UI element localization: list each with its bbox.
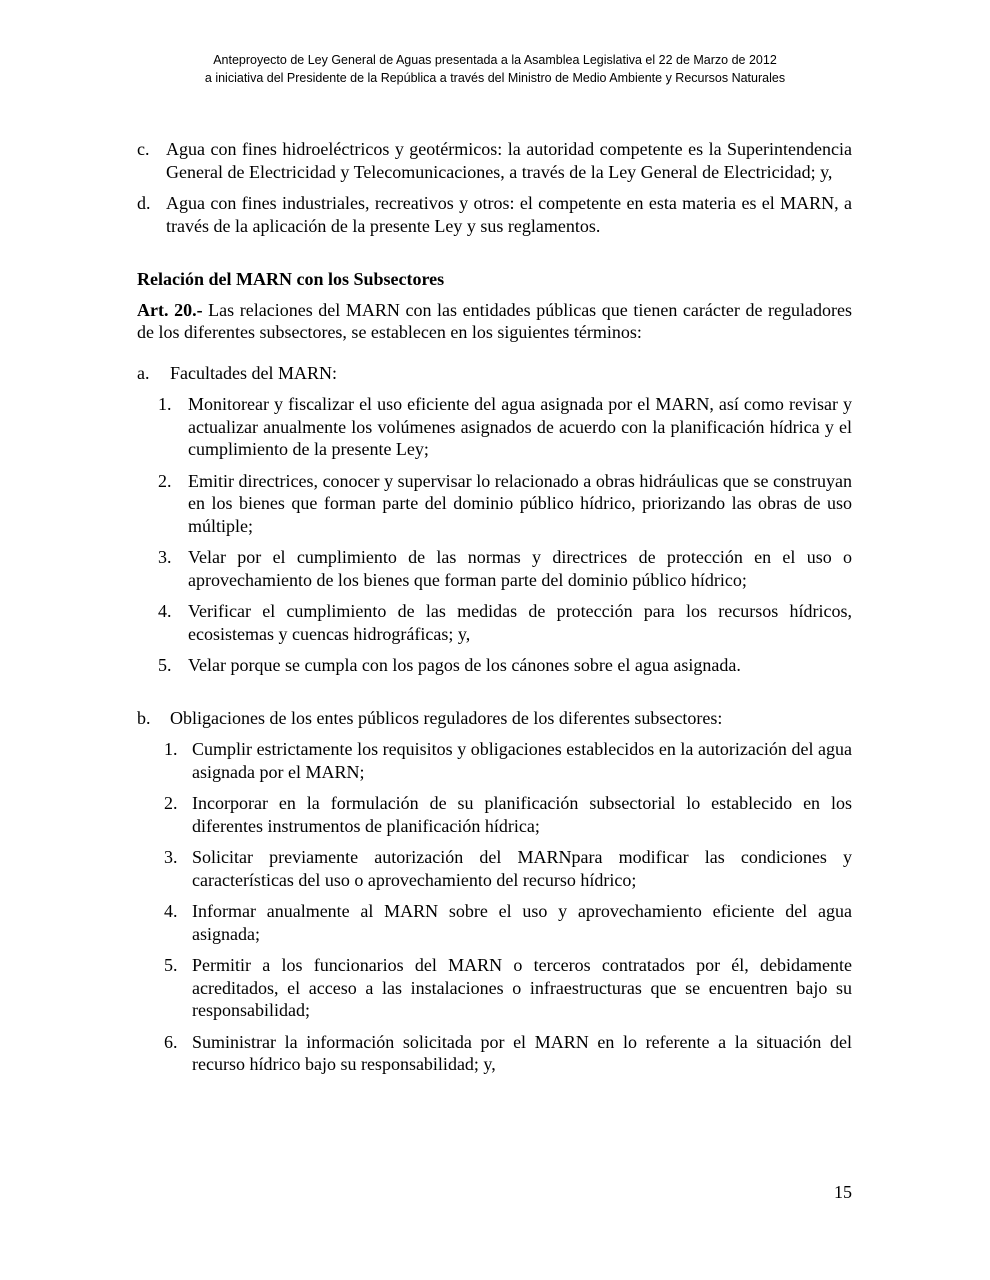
section-heading: Relación del MARN con los Subsectores	[137, 269, 445, 289]
list-number: 1.	[164, 739, 178, 759]
subsection-marker: b.	[137, 707, 151, 728]
list-number: 3.	[158, 547, 172, 567]
list-item-text: Suministrar la información solicitada por el MARN en lo referente a la situación del recurso hídrico bajo su responsabilidad; y,	[192, 1031, 852, 1074]
list-number: 4.	[158, 601, 172, 621]
list-item-text: Velar porque se cumpla con los pagos de los cánones sobre el agua asignada.	[188, 655, 741, 675]
list-item-text: Agua con fines hidroeléctricos y geotérmicos: la autoridad competente es la Superintendencia General de Electricidad y Telecomunicaciones, a través de la Ley General de Electricidad; y,	[166, 139, 852, 182]
list-marker: c.	[137, 139, 150, 159]
article-text: Las relaciones del MARN con las entidades públicas que tienen carácter de reguladores de los diferentes subsectores, se establecen en los siguientes términos:	[137, 299, 853, 342]
numbered-list-b	[137, 738, 852, 1076]
list-item	[158, 470, 852, 538]
document-body	[137, 138, 852, 1085]
article-paragraph	[137, 299, 852, 344]
list-item-text: Permitir a los funcionarios del MARN o terceros contratados por él, debidamente acreditados, el acceso a las instalaciones o infraestructuras que se encuentren bajo su responsabilidad;	[192, 955, 852, 1020]
list-item	[164, 846, 852, 891]
list-item	[164, 792, 852, 837]
list-item-text: Emitir directrices, conocer y supervisar lo relacionado a obras hidráulicas que se construyan en los bienes que forman parte del dominio público hídrico, priorizando las obras de uso múltiple;	[188, 470, 852, 536]
page-header	[0, 51, 990, 87]
header-line-1: Anteproyecto de Ley General de Aguas presentada a la Asamblea Legislativa el 22 de Marzo de 2012	[213, 53, 777, 67]
list-number: 1.	[158, 394, 172, 414]
list-item-text: Informar anualmente al MARN sobre el uso y aprovechamiento eficiente del agua asignada;	[192, 901, 852, 944]
list-item-text: Velar por el cumplimiento de las normas y directrices de protección en el uso o aprovechamiento de los bienes que forman parte del dominio público hídrico;	[188, 547, 852, 590]
list-item-text: Cumplir estrictamente los requisitos y obligaciones establecidos en la autorización del agua asignada por el MARN;	[192, 739, 852, 782]
list-item	[164, 900, 852, 945]
list-item-text: Solicitar previamente autorización del MARNpara modificar las condiciones y características del uso o aprovechamiento del recurso hídrico;	[192, 847, 852, 890]
subsection-marker: a.	[137, 362, 150, 383]
numbered-list-a	[137, 393, 852, 677]
list-item	[164, 1031, 852, 1076]
list-marker: d.	[137, 193, 151, 213]
list-item-text: Monitorear y fiscalizar el uso eficiente del agua asignada por el MARN, así como revisar y actualizar anualmente los volúmenes asignados de acuerdo con la planificación hídrica y el cumplimiento de la presente Ley;	[188, 394, 852, 459]
subsection-a-heading	[137, 362, 852, 385]
list-item	[158, 600, 852, 645]
page-number: 15	[834, 1182, 852, 1202]
subsection-title: Facultades del MARN:	[170, 362, 337, 383]
list-item-text: Agua con fines industriales, recreativos y otros: el competente en esta materia es el MARN, a través de la aplicación de la presente Ley y sus reglamentos.	[166, 193, 852, 236]
header-line-2: a iniciativa del Presidente de la República a través del Ministro de Medio Ambiente y Recursos Naturales	[204, 71, 786, 85]
list-item	[164, 954, 852, 1022]
list-number: 2.	[158, 470, 172, 491]
list-item	[158, 546, 852, 591]
list-item	[158, 393, 852, 461]
subsection-b-heading	[137, 707, 852, 730]
subsection-title: Obligaciones de los entes públicos reguladores de los diferentes subsectores:	[170, 707, 723, 728]
list-item	[164, 738, 852, 783]
article-label: Art. 20.-	[137, 299, 203, 320]
list-item-text: Verificar el cumplimiento de las medidas de protección para los recursos hídricos, ecosistemas y cuencas hidrográficas; y,	[188, 601, 852, 644]
list-number: 3.	[164, 847, 178, 867]
list-item	[158, 654, 852, 677]
list-number: 2.	[164, 793, 178, 813]
list-item-text: Incorporar en la formulación de su planificación subsectorial lo establecido en los diferentes instrumentos de planificación hídrica;	[192, 793, 852, 836]
list-number: 5.	[158, 655, 172, 675]
list-item-d	[137, 192, 852, 237]
list-number: 4.	[164, 901, 178, 921]
list-item-c	[137, 138, 852, 183]
list-number: 6.	[164, 1031, 178, 1052]
list-number: 5.	[164, 955, 178, 975]
